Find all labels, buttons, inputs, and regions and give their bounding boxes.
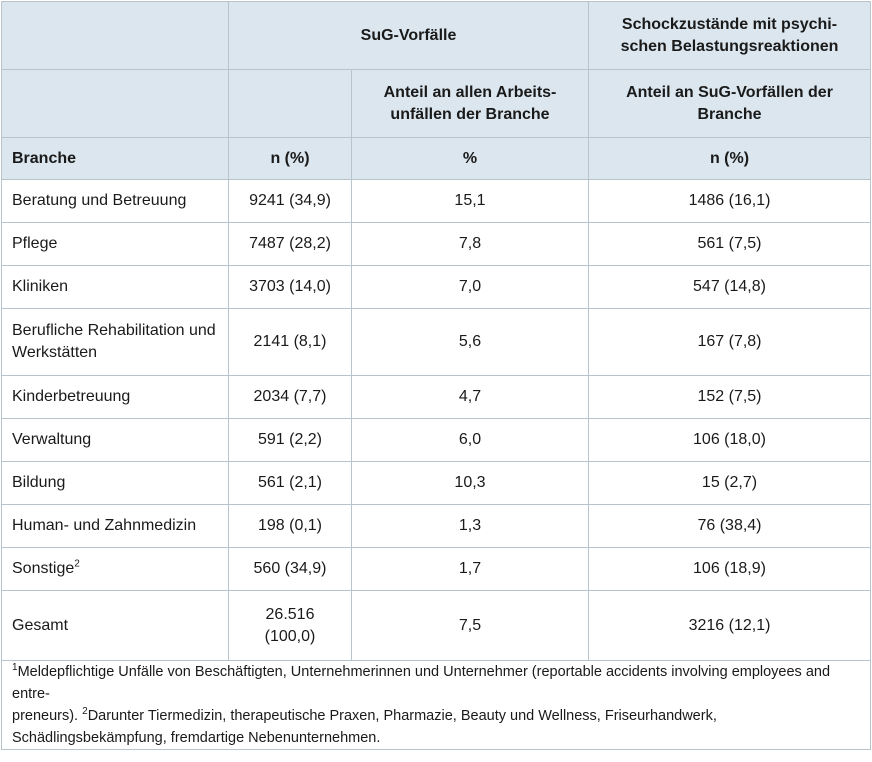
table-row (2, 462, 871, 505)
cell-branche: Human- und Zahnmedizin (2, 505, 229, 548)
footnote-marker: 2 (74, 558, 80, 570)
cell-sug-n: 3703 (14,0) (229, 266, 352, 309)
footnote-1-marker: 1 (12, 662, 18, 674)
cell-anteil: 5,6 (352, 309, 589, 376)
cell-anteil: 7,5 (352, 591, 589, 661)
cell-anteil: 7,0 (352, 266, 589, 309)
cell-sug-n: 2034 (7,7) (229, 376, 352, 419)
header-anteil-arbeitsunfaelle: Anteil an allen Arbeits- unfällen der Branche (352, 70, 589, 138)
table-row-total (2, 591, 871, 661)
statistics-table (1, 1, 871, 750)
cell-anteil: 4,7 (352, 376, 589, 419)
header-branche: Branche (2, 138, 229, 180)
header-sug-vorfaelle: SuG-Vorfälle (229, 2, 589, 70)
cell-sug-n: 7487 (28,2) (229, 223, 352, 266)
table-row (2, 419, 871, 462)
footnote-2-text: Darunter Tiermedizin, therapeutische Praxen, Pharmazie, Beauty und Wellness, Friseurhandwerk, Schädlingsbekämpfung, fremdartige Nebenunternehmen. (12, 708, 717, 746)
header-empty-cell (229, 70, 352, 138)
cell-branche: Pflege (2, 223, 229, 266)
cell-sug-n: 561 (2,1) (229, 462, 352, 505)
cell-sug-n (229, 591, 352, 661)
header-n-pct: n (%) (229, 138, 352, 180)
cell-schock-n: 76 (38,4) (589, 505, 871, 548)
cell-branche: Gesamt (2, 591, 229, 661)
cell-schock-n: 1486 (16,1) (589, 180, 871, 223)
cell-branche: Verwaltung (2, 419, 229, 462)
cell-sug-n: 198 (0,1) (229, 505, 352, 548)
header-row-2 (2, 70, 871, 138)
cell-anteil: 15,1 (352, 180, 589, 223)
cell-anteil: 10,3 (352, 462, 589, 505)
cell-sug-n-line2: (100,0) (264, 627, 316, 645)
cell-anteil: 1,3 (352, 505, 589, 548)
cell-branche: Kliniken (2, 266, 229, 309)
header-row-3 (2, 138, 871, 180)
footnotes (2, 661, 871, 750)
cell-branche: Bildung (2, 462, 229, 505)
cell-schock-n: 561 (7,5) (589, 223, 871, 266)
cell-sug-n-line1: 26.516 (265, 605, 315, 623)
table-row (2, 266, 871, 309)
footnote-2-marker: 2 (82, 706, 88, 718)
cell-schock-n: 547 (14,8) (589, 266, 871, 309)
cell-branche: Berufliche Rehabilitation und Werkstätten (2, 309, 229, 376)
cell-schock-n: 106 (18,0) (589, 419, 871, 462)
cell-sug-n: 2141 (8,1) (229, 309, 352, 376)
cell-schock-n: 106 (18,9) (589, 548, 871, 591)
header-n-pct-schock: n (%) (589, 138, 871, 180)
cell-sug-n: 591 (2,2) (229, 419, 352, 462)
header-anteil-sug: Anteil an SuG-Vorfällen der Branche (589, 70, 871, 138)
table-row (2, 376, 871, 419)
header-row-1 (2, 2, 871, 70)
cell-branche-text: Sonstige (12, 560, 75, 577)
cell-anteil: 1,7 (352, 548, 589, 591)
table-row (2, 223, 871, 266)
cell-branche: Beratung und Betreuung (2, 180, 229, 223)
footnote-row (2, 661, 871, 750)
header-schockzustaende: Schockzustände mit psychi- schen Belastungsreaktionen (589, 2, 871, 70)
cell-sug-n: 9241 (34,9) (229, 180, 352, 223)
cell-schock-n: 167 (7,8) (589, 309, 871, 376)
cell-branche (2, 548, 229, 591)
cell-branche: Kinderbetreuung (2, 376, 229, 419)
cell-schock-n: 152 (7,5) (589, 376, 871, 419)
table-row (2, 180, 871, 223)
table-row (2, 309, 871, 376)
cell-schock-n: 3216 (12,1) (589, 591, 871, 661)
cell-anteil: 7,8 (352, 223, 589, 266)
header-empty-cell (2, 70, 229, 138)
cell-anteil: 6,0 (352, 419, 589, 462)
table-row (2, 505, 871, 548)
header-pct: % (352, 138, 589, 180)
cell-sug-n: 560 (34,9) (229, 548, 352, 591)
header-empty-cell (2, 2, 229, 70)
cell-schock-n: 15 (2,7) (589, 462, 871, 505)
footnote-1-text: Meldepflichtige Unfälle von Beschäftigten, Unternehmerinnen und Unternehmer (reportable accidents involving employees and entre- preneurs). (12, 664, 831, 724)
table-row (2, 548, 871, 591)
